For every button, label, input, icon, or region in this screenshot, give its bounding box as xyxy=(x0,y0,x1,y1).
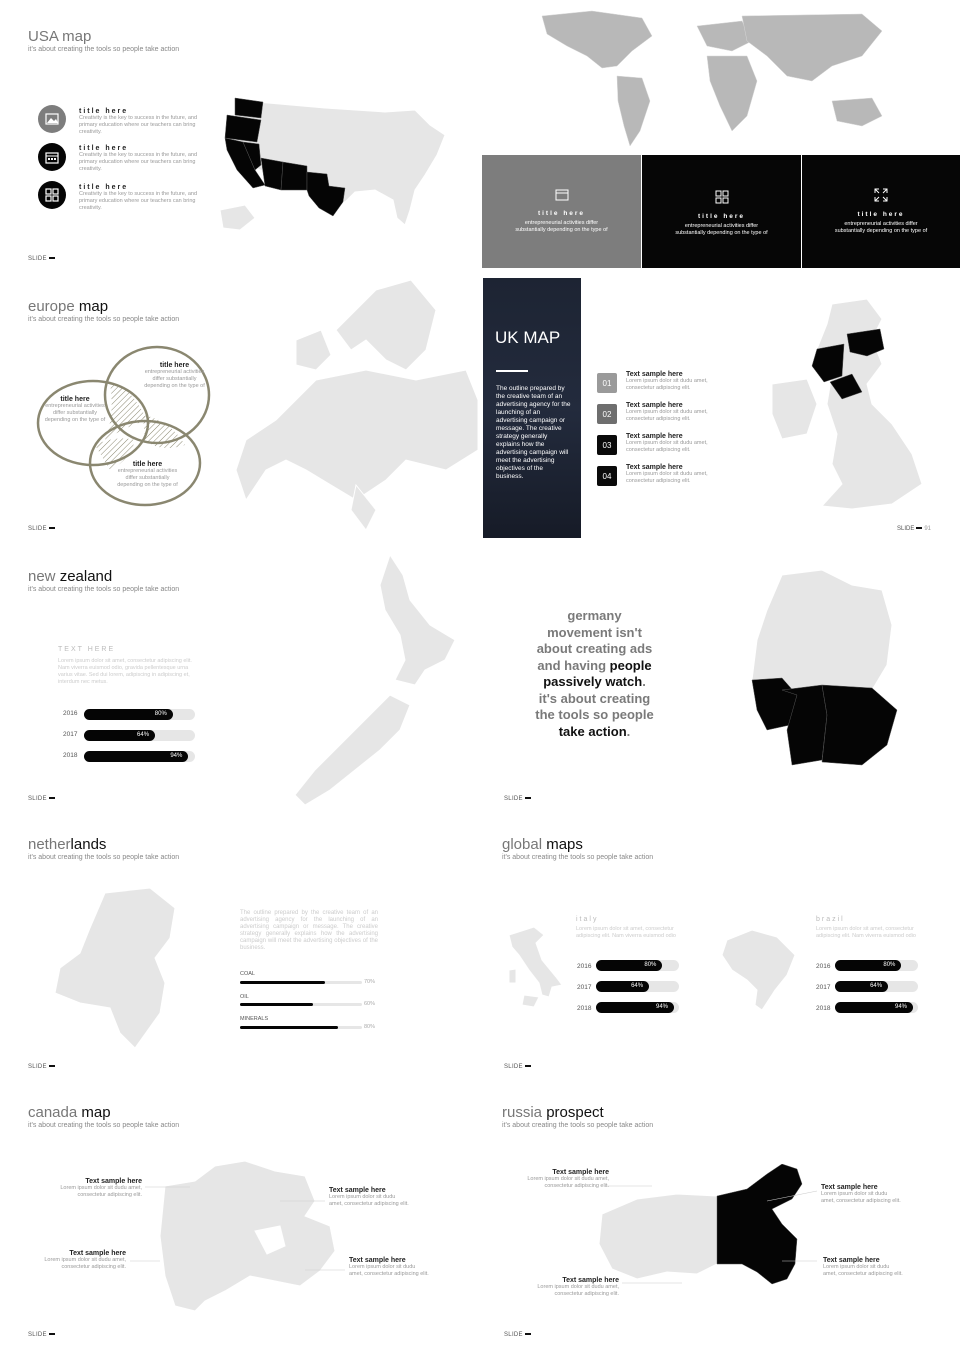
bar-pct: 60% xyxy=(364,1001,376,1007)
slide-number: SLIDE 91 xyxy=(897,526,932,532)
progress-fill xyxy=(240,1026,338,1029)
callout-text: Lorem ipsum dolor sit dudu amet, consectetur adipiscing elit. xyxy=(349,1264,429,1277)
bar-year: 2017 xyxy=(577,984,592,991)
germany-map xyxy=(742,570,902,775)
item-text: Creativity is the key to success in the future, and primary education where our teachers can bring creativity. xyxy=(79,191,198,211)
item-title: Text sample here xyxy=(626,464,683,471)
progress-bar xyxy=(835,960,918,971)
progress-fill: 64% xyxy=(835,981,888,992)
panel-title: title here xyxy=(857,211,905,218)
circle-title: title here xyxy=(60,396,90,403)
progress-bar xyxy=(240,1026,362,1029)
uk-map xyxy=(772,294,932,516)
calendar-icon xyxy=(38,143,66,171)
callout-title: Text sample here xyxy=(552,1169,609,1176)
item-number: 03 xyxy=(597,435,617,455)
slide-number: SLIDE xyxy=(28,796,55,802)
slide-number: SLIDE xyxy=(504,796,531,802)
slide-title: global maps xyxy=(502,836,583,853)
progress-fill xyxy=(240,1003,313,1006)
callout-lines xyxy=(482,1076,960,1344)
progress-fill: 94% xyxy=(835,1002,913,1013)
uk-intro-panel xyxy=(483,278,581,538)
callout-title: Text sample here xyxy=(69,1250,126,1257)
bar-label: OIL xyxy=(240,994,249,1000)
circle-text: entrepreneurial activities differ substantially depending on the type of xyxy=(117,468,178,488)
progress-bar xyxy=(596,960,679,971)
item-text: Lorem ipsum dolor sit dudu amet, consectetur adipiscing elit. xyxy=(626,440,708,453)
item-number: 04 xyxy=(597,466,617,486)
callout-title: Text sample here xyxy=(821,1184,878,1191)
slide-subtitle: it's about creating the tools so people take action xyxy=(502,854,654,861)
slide-title: europe map xyxy=(28,298,109,315)
callout-text: Lorem ipsum dolor sit dudu amet, consectetur adipiscing elit. xyxy=(823,1264,903,1277)
slide-germany xyxy=(482,540,960,808)
callout-title: Text sample here xyxy=(562,1277,619,1284)
item-title: title here xyxy=(79,145,129,152)
bar-year: 2016 xyxy=(577,963,592,970)
slide-subtitle: it's about creating the tools so people take action xyxy=(28,316,180,323)
info-panel xyxy=(482,155,641,268)
progress-bar xyxy=(596,981,679,992)
slide-new-zealand xyxy=(0,540,478,808)
world-map xyxy=(532,6,912,156)
italy-text: Lorem ipsum dolor sit amet, consectetur adipiscing elit. Nam viverra euismod odio xyxy=(576,926,676,939)
circle-title: title here xyxy=(159,362,190,369)
slide-world-map xyxy=(482,0,960,268)
image-icon xyxy=(38,105,66,133)
callout-text: Lorem ipsum dolor sit dudu amet, consectetur adipiscing elit. xyxy=(537,1284,619,1297)
bar-pct: 70% xyxy=(364,979,376,985)
progress-bar xyxy=(240,981,362,984)
item-title: Text sample here xyxy=(626,402,683,409)
panel-text: The outline prepared by the creative team of an advertising agency for the launching of an advertising campaign or message. The creative strategy generally explains how the advertising campaign will meet the advertising objectives of the business. xyxy=(496,385,571,480)
callout-text: Lorem ipsum dolor sit dudu amet, consectetur adipiscing elit. xyxy=(329,1194,409,1207)
circle-title: title here xyxy=(132,461,163,468)
grid-icon xyxy=(38,181,66,209)
callout-text: Lorem ipsum dolor sit dudu amet, consectetur adipiscing elit. xyxy=(527,1176,609,1189)
bar-year: 2017 xyxy=(63,731,78,738)
slide-title: russia prospect xyxy=(502,1104,604,1121)
usa-map xyxy=(215,90,465,250)
panel-text: entrepreneurial activities differ substantially depending on the type of xyxy=(515,220,608,233)
callout-text: Lorem ipsum dolor sit dudu amet, consectetur adipiscing elit. xyxy=(60,1185,142,1198)
europe-map xyxy=(236,270,478,538)
slide-number: SLIDE xyxy=(504,1332,531,1338)
bar-label: MINERALS xyxy=(240,1016,269,1022)
callout-title: Text sample here xyxy=(329,1187,386,1194)
bar-year: 2018 xyxy=(63,752,78,759)
progress-bar xyxy=(84,709,195,720)
bar-year: 2018 xyxy=(577,1005,592,1012)
progress-bar xyxy=(596,1002,679,1013)
quote: germany movement isn't about creating ads and having people passively watch. it's about creating the tools so people take action. xyxy=(535,608,654,739)
panel-text: entrepreneurial activities differ substantially depending on the type of xyxy=(675,223,768,236)
grid-icon xyxy=(715,190,729,204)
item-text: Lorem ipsum dolor sit dudu amet, consectetur adipiscing elit. xyxy=(626,409,708,422)
expand-icon xyxy=(874,188,888,202)
brazil-text: Lorem ipsum dolor sit amet, consectetur adipiscing elit. Nam viverra euismod odio xyxy=(816,926,916,939)
item-title: Text sample here xyxy=(626,371,683,378)
item-text: Lorem ipsum dolor sit dudu amet, consectetur adipiscing elit. xyxy=(626,471,708,484)
slide-number: SLIDE xyxy=(28,526,55,532)
bar-year: 2017 xyxy=(816,984,831,991)
slide-global-maps xyxy=(482,808,960,1076)
slide-europe-map xyxy=(0,270,478,538)
callout-text: Lorem ipsum dolor sit dudu amet, consectetur adipiscing elit. xyxy=(821,1191,901,1204)
callout-text: Lorem ipsum dolor sit dudu amet, consectetur adipiscing elit. xyxy=(44,1257,126,1270)
slide-usa-map xyxy=(0,0,478,268)
progress-bar xyxy=(240,1003,362,1006)
item-text: Creativity is the key to success in the future, and primary education where our teachers can bring creativity. xyxy=(79,152,198,172)
item-title: title here xyxy=(79,108,129,115)
progress-bar xyxy=(835,1002,918,1013)
info-panel xyxy=(802,155,960,268)
progress-fill: 64% xyxy=(84,730,155,741)
slide-number: SLIDE xyxy=(28,1064,55,1070)
new-zealand-map xyxy=(285,555,475,808)
progress-fill: 94% xyxy=(596,1002,674,1013)
bar-year: 2018 xyxy=(816,1005,831,1012)
item-text: Lorem ipsum dolor sit dudu amet, consectetur adipiscing elit. xyxy=(626,378,708,391)
progress-bar xyxy=(835,981,918,992)
slide-title: netherlands xyxy=(28,836,107,853)
netherlands-map xyxy=(40,883,190,1053)
slide-number: SLIDE xyxy=(28,256,55,262)
info-panel xyxy=(642,155,801,268)
slide-title: canada map xyxy=(28,1104,111,1121)
slide-subtitle: it's about creating the tools so people take action xyxy=(502,1122,654,1129)
slide-title: USA map xyxy=(28,28,92,45)
callout-lines xyxy=(0,1076,478,1344)
bar-pct: 80% xyxy=(364,1024,376,1030)
bar-year: 2016 xyxy=(63,710,78,717)
progress-fill: 64% xyxy=(596,981,649,992)
bar-year: 2016 xyxy=(816,963,831,970)
slide-subtitle: it's about creating the tools so people take action xyxy=(28,46,180,53)
circle-text: entrepreneurial activities differ substantially depending on the type of xyxy=(144,369,205,389)
italy-heading: italy xyxy=(576,916,599,923)
bar-label: COAL xyxy=(240,971,255,977)
text-heading: TEXT HERE xyxy=(58,646,116,653)
slide-netherlands xyxy=(0,808,478,1076)
slide-subtitle: it's about creating the tools so people take action xyxy=(28,1122,180,1129)
progress-fill: 94% xyxy=(84,751,188,762)
progress-bar xyxy=(84,751,195,762)
slide-subtitle: it's about creating the tools so people take action xyxy=(28,586,180,593)
slide-russia-prospect xyxy=(482,1076,960,1344)
progress-fill: 80% xyxy=(596,960,662,971)
slide-number: SLIDE xyxy=(28,1332,55,1338)
callout-title: Text sample here xyxy=(85,1178,142,1185)
callout-title: Text sample here xyxy=(823,1257,880,1264)
slide-number: SLIDE xyxy=(504,1064,531,1070)
item-number: 02 xyxy=(597,404,617,424)
panel-title: UK MAP xyxy=(495,328,561,347)
panel-text: entrepreneurial activities differ substantially depending on the type of xyxy=(834,221,928,234)
body-text: Lorem ipsum dolor sit amet, consectetur adipiscing elit. Nam viverra euismod odio, gravida pellentesque urna varius vitae. Sed dui lorem, adipiscing in adipiscing et, interdum nec metus. xyxy=(58,658,192,685)
panel-title: title here xyxy=(537,210,586,217)
progress-fill xyxy=(240,981,325,984)
brazil-heading: brazil xyxy=(816,916,845,923)
item-title: title here xyxy=(79,184,129,191)
panel-title: title here xyxy=(697,213,746,220)
slide-uk-map xyxy=(482,270,960,538)
slide-subtitle: it's about creating the tools so people take action xyxy=(28,854,180,861)
callout-title: Text sample here xyxy=(349,1257,406,1264)
calendar-icon xyxy=(555,188,569,201)
item-title: Text sample here xyxy=(626,433,683,440)
slide-title: new zealand xyxy=(28,568,113,585)
circle-text: entrepreneurial activities differ substantially depending on the type of xyxy=(44,403,106,423)
item-number: 01 xyxy=(597,373,617,393)
body-text: The outline prepared by the creative team of an advertising agency for the launching of an advertising campaign or message. The creative strategy generally explains how the advertising campaign will meet the advertising objectives of the business. xyxy=(240,910,378,951)
slide-canada-map xyxy=(0,1076,478,1344)
italy-map xyxy=(504,925,566,1015)
item-text: Creativity is the key to success in the future, and primary education where our teachers can bring creativity. xyxy=(79,115,198,135)
progress-fill: 80% xyxy=(835,960,901,971)
brazil-map xyxy=(717,925,799,1015)
divider xyxy=(496,370,528,372)
progress-fill: 80% xyxy=(84,709,173,720)
progress-bar xyxy=(84,730,195,741)
